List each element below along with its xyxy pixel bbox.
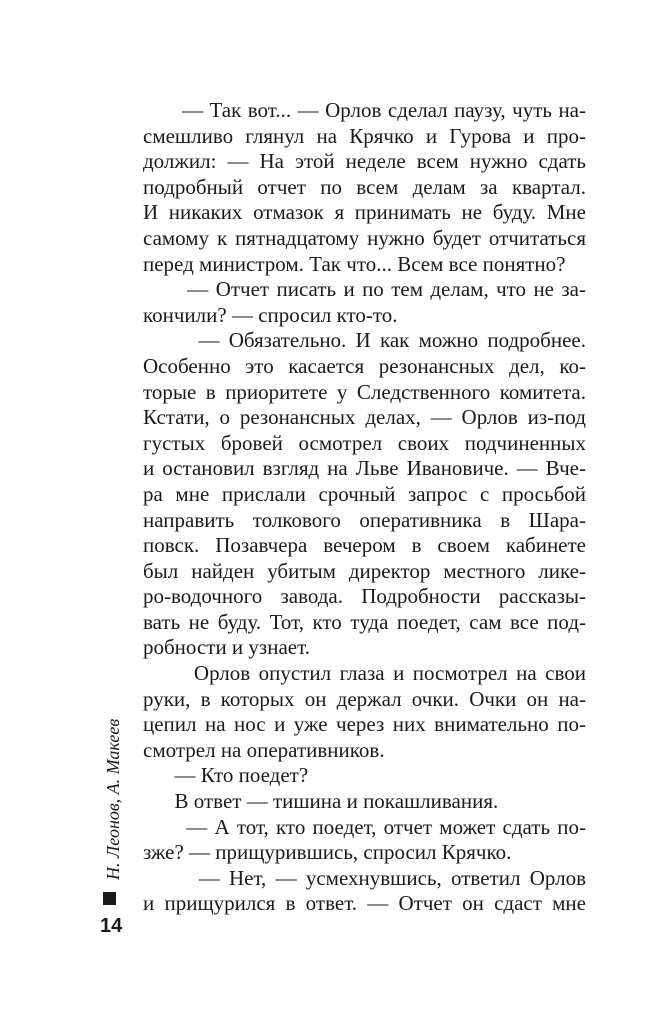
text-line: руки, в которых он держал очки. Очки он на-	[143, 686, 586, 711]
text-line: торые в приоритете у Следственного комитета.	[143, 379, 586, 404]
text-line: Кстати, о резонансных делах, — Орлов из-под	[143, 405, 586, 430]
text-line: — Отчет писать и по тем делам, что не за-	[143, 277, 586, 302]
text-line: кончили? — спросил кто-то.	[143, 302, 398, 327]
page-number: 14	[100, 915, 123, 937]
text-line: И никаких отмазок я принимать не буду. Мне	[143, 200, 586, 225]
text-line: зже? — прищурившись, спросил Крячко.	[143, 840, 512, 865]
text-line: подробный отчет по всем делам за квартал.	[143, 174, 586, 199]
text-line: смешливо глянул на Крячко и Гурова и про-	[143, 123, 586, 148]
text-line: — А тот, кто поедет, отчет может сдать по-	[143, 814, 586, 839]
text-line: должил: — На этой неделе всем нужно сдать	[143, 149, 586, 174]
body-text	[143, 98, 586, 917]
page-marker-square	[103, 892, 116, 905]
text-line: вать не буду. Тот, кто туда поедет, сам все под-	[143, 609, 586, 634]
text-line: перед министром. Так что... Всем все понятно?	[143, 251, 566, 276]
text-line: самому к пятнадцатому нужно будет отчитаться	[143, 225, 586, 250]
text-line: густых бровей осмотрел своих подчиненных	[143, 430, 586, 455]
text-line: — Нет, — усмехнувшись, ответил Орлов	[143, 865, 586, 890]
text-line: направить толкового оперативника в Шара-	[143, 507, 586, 532]
text-line: и остановил взгляд на Льве Ивановиче. — Вче-	[143, 456, 586, 481]
text-line: и прищурился в ответ. — Отчет он сдаст мне	[143, 891, 586, 916]
text-line: ра мне прислали срочный запрос с просьбой	[143, 481, 586, 506]
running-head-author: Н. Леонов, А. Макеев	[103, 718, 123, 880]
text-line: В ответ — тишина и покашливания.	[143, 789, 499, 814]
text-line: — Кто поедет?	[143, 763, 309, 788]
text-line: повск. Позавчера вечером в своем кабинете	[143, 533, 586, 558]
text-line: — Так вот... — Орлов сделал паузу, чуть на-	[143, 98, 586, 122]
text-line: ро-водочного завода. Подробности рассказы-	[143, 584, 586, 609]
text-line: Орлов опустил глаза и посмотрел на свои	[143, 661, 586, 686]
text-line: был найден убитым директор местного лике-	[143, 558, 586, 583]
text-line: — Обязательно. И как можно подробнее.	[143, 328, 586, 353]
text-line: Особенно это касается резонансных дел, ко-	[143, 353, 586, 378]
text-line: робности и узнает.	[143, 635, 310, 660]
text-line: цепил на нос и уже через них внимательно по-	[143, 712, 586, 737]
text-line: смотрел на оперативников.	[143, 737, 385, 762]
